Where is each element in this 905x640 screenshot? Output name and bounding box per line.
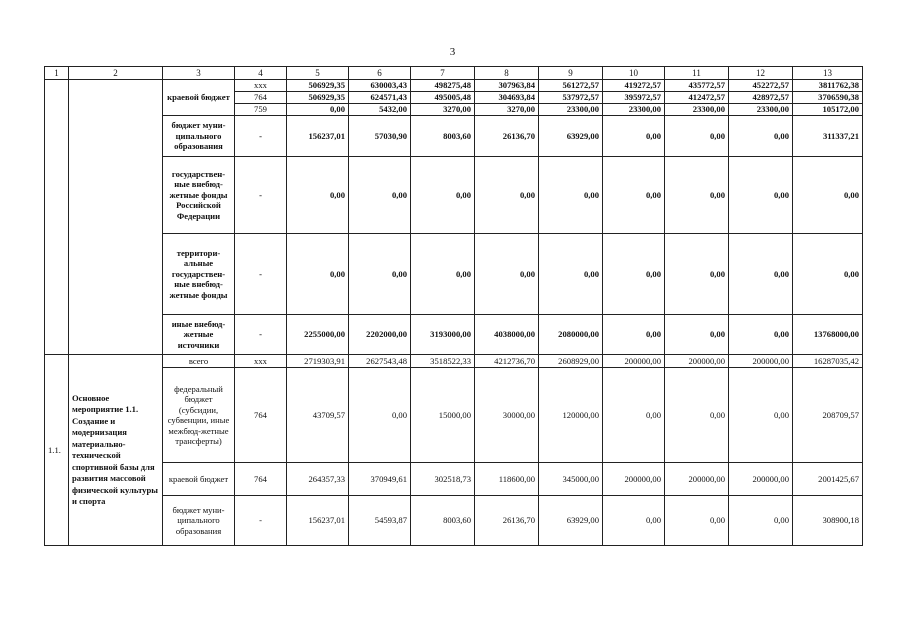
table-row xyxy=(45,234,863,315)
value-cell: 63929,00 xyxy=(539,116,603,157)
value-cell: 0,00 xyxy=(793,234,863,315)
column-header: 12 xyxy=(729,67,793,80)
value-cell: 0,00 xyxy=(411,234,475,315)
code-cell: - xyxy=(235,315,287,355)
value-cell: 452272,57 xyxy=(729,80,793,92)
value-cell: 624571,43 xyxy=(349,92,411,104)
column-header: 11 xyxy=(665,67,729,80)
column-header: 6 xyxy=(349,67,411,80)
code-cell: 764 xyxy=(235,92,287,104)
value-cell: 0,00 xyxy=(665,234,729,315)
table-row xyxy=(45,116,863,157)
empty-cell xyxy=(69,80,163,355)
value-cell: 0,00 xyxy=(287,104,349,116)
value-cell: 0,00 xyxy=(349,368,411,463)
code-cell: - xyxy=(235,157,287,234)
value-cell: 0,00 xyxy=(665,157,729,234)
value-cell: 0,00 xyxy=(729,315,793,355)
value-cell: 0,00 xyxy=(411,157,475,234)
table-row xyxy=(45,157,863,234)
column-header: 13 xyxy=(793,67,863,80)
value-cell: 0,00 xyxy=(349,234,411,315)
value-cell: 54593,87 xyxy=(349,496,411,546)
value-cell: 308900,18 xyxy=(793,496,863,546)
value-cell: 304693,84 xyxy=(475,92,539,104)
value-cell: 0,00 xyxy=(729,368,793,463)
table-row xyxy=(45,368,863,463)
value-cell: 8003,60 xyxy=(411,116,475,157)
value-cell: 2719303,91 xyxy=(287,355,349,368)
value-cell: 200000,00 xyxy=(665,355,729,368)
column-header: 10 xyxy=(603,67,665,80)
value-cell: 0,00 xyxy=(729,116,793,157)
table-row xyxy=(45,80,863,92)
funding-source: государствен-ные внебюд-жетные фонды Российской Федерации xyxy=(163,157,235,234)
value-cell: 3706590,38 xyxy=(793,92,863,104)
value-cell: 23300,00 xyxy=(665,104,729,116)
value-cell: 302518,73 xyxy=(411,463,475,496)
value-cell: 498275,48 xyxy=(411,80,475,92)
code-cell: 759 xyxy=(235,104,287,116)
value-cell: 3193000,00 xyxy=(411,315,475,355)
value-cell: 3270,00 xyxy=(475,104,539,116)
value-cell: 208709,57 xyxy=(793,368,863,463)
value-cell: 200000,00 xyxy=(603,463,665,496)
value-cell: 0,00 xyxy=(539,234,603,315)
value-cell: 200000,00 xyxy=(603,355,665,368)
code-cell: 764 xyxy=(235,463,287,496)
value-cell: 0,00 xyxy=(349,157,411,234)
column-header: 9 xyxy=(539,67,603,80)
value-cell: 0,00 xyxy=(729,157,793,234)
value-cell: 2608929,00 xyxy=(539,355,603,368)
value-cell: 307963,84 xyxy=(475,80,539,92)
value-cell: 311337,21 xyxy=(793,116,863,157)
value-cell: 0,00 xyxy=(603,368,665,463)
value-cell: 57030,90 xyxy=(349,116,411,157)
header-row xyxy=(45,67,863,80)
value-cell: 0,00 xyxy=(475,157,539,234)
value-cell: 23300,00 xyxy=(539,104,603,116)
empty-cell xyxy=(45,80,69,355)
value-cell: 0,00 xyxy=(603,496,665,546)
value-cell: 0,00 xyxy=(665,315,729,355)
value-cell: 495005,48 xyxy=(411,92,475,104)
value-cell: 3811762,38 xyxy=(793,80,863,92)
value-cell: 537972,57 xyxy=(539,92,603,104)
funding-source: краевой бюджет xyxy=(163,463,235,496)
value-cell: 105172,00 xyxy=(793,104,863,116)
value-cell: 23300,00 xyxy=(603,104,665,116)
value-cell: 0,00 xyxy=(287,157,349,234)
column-header: 4 xyxy=(235,67,287,80)
value-cell: 5432,00 xyxy=(349,104,411,116)
value-cell: 0,00 xyxy=(603,116,665,157)
column-header: 8 xyxy=(475,67,539,80)
value-cell: 630003,43 xyxy=(349,80,411,92)
funding-source: всего xyxy=(163,355,235,368)
table-row xyxy=(45,315,863,355)
value-cell: 0,00 xyxy=(287,234,349,315)
column-header: 3 xyxy=(163,67,235,80)
column-header: 7 xyxy=(411,67,475,80)
value-cell: 428972,57 xyxy=(729,92,793,104)
budget-table xyxy=(44,66,863,546)
funding-source: федеральный бюджет (субсидии, субвенции, иные межбюд-жетные трансферты) xyxy=(163,368,235,463)
value-cell: 15000,00 xyxy=(411,368,475,463)
value-cell: 370949,61 xyxy=(349,463,411,496)
code-cell: - xyxy=(235,496,287,546)
value-cell: 156237,01 xyxy=(287,116,349,157)
value-cell: 0,00 xyxy=(665,496,729,546)
value-cell: 2001425,67 xyxy=(793,463,863,496)
value-cell: 13768000,00 xyxy=(793,315,863,355)
value-cell: 506929,35 xyxy=(287,80,349,92)
code-cell: - xyxy=(235,116,287,157)
code-cell: xxx xyxy=(235,355,287,368)
value-cell: 3270,00 xyxy=(411,104,475,116)
value-cell: 0,00 xyxy=(475,234,539,315)
value-cell: 0,00 xyxy=(665,368,729,463)
column-header: 5 xyxy=(287,67,349,80)
value-cell: 0,00 xyxy=(539,157,603,234)
column-header: 2 xyxy=(69,67,163,80)
value-cell: 26136,70 xyxy=(475,496,539,546)
value-cell: 2202000,00 xyxy=(349,315,411,355)
value-cell: 156237,01 xyxy=(287,496,349,546)
value-cell: 2627543,48 xyxy=(349,355,411,368)
code-cell: - xyxy=(235,234,287,315)
funding-source: краевой бюджет xyxy=(163,80,235,116)
value-cell: 8003,60 xyxy=(411,496,475,546)
value-cell: 3518522,33 xyxy=(411,355,475,368)
funding-source: территори-альные государствен-ные внебюд-жетные фонды xyxy=(163,234,235,315)
value-cell: 43709,57 xyxy=(287,368,349,463)
table-row xyxy=(45,496,863,546)
code-cell: 764 xyxy=(235,368,287,463)
event-number: 1.1. xyxy=(45,355,69,546)
value-cell: 23300,00 xyxy=(729,104,793,116)
table-row xyxy=(45,463,863,496)
value-cell: 0,00 xyxy=(729,234,793,315)
value-cell: 2255000,00 xyxy=(287,315,349,355)
value-cell: 30000,00 xyxy=(475,368,539,463)
funding-source: бюджет муни-ципального образования xyxy=(163,116,235,157)
value-cell: 0,00 xyxy=(665,116,729,157)
value-cell: 412472,57 xyxy=(665,92,729,104)
table-row xyxy=(45,355,863,368)
value-cell: 200000,00 xyxy=(665,463,729,496)
value-cell: 0,00 xyxy=(603,157,665,234)
funding-source: иные внебюд-жетные источники xyxy=(163,315,235,355)
value-cell: 395972,57 xyxy=(603,92,665,104)
code-cell: xxx xyxy=(235,80,287,92)
value-cell: 0,00 xyxy=(603,234,665,315)
value-cell: 2080000,00 xyxy=(539,315,603,355)
value-cell: 200000,00 xyxy=(729,463,793,496)
event-name: Основное мероприятие 1.1. Создание и модернизация материально-технической спортивной базы для развития массовой физической культуры и спорта xyxy=(69,355,163,546)
page-number: 3 xyxy=(449,46,456,58)
value-cell: 0,00 xyxy=(603,315,665,355)
value-cell: 0,00 xyxy=(729,496,793,546)
column-header: 1 xyxy=(45,67,69,80)
value-cell: 435772,57 xyxy=(665,80,729,92)
value-cell: 200000,00 xyxy=(729,355,793,368)
value-cell: 0,00 xyxy=(793,157,863,234)
value-cell: 506929,35 xyxy=(287,92,349,104)
value-cell: 16287035,42 xyxy=(793,355,863,368)
value-cell: 26136,70 xyxy=(475,116,539,157)
value-cell: 4212736,70 xyxy=(475,355,539,368)
value-cell: 120000,00 xyxy=(539,368,603,463)
value-cell: 63929,00 xyxy=(539,496,603,546)
funding-source: бюджет муни-ципального образования xyxy=(163,496,235,546)
value-cell: 561272,57 xyxy=(539,80,603,92)
value-cell: 345000,00 xyxy=(539,463,603,496)
value-cell: 264357,33 xyxy=(287,463,349,496)
value-cell: 118600,00 xyxy=(475,463,539,496)
value-cell: 419272,57 xyxy=(603,80,665,92)
value-cell: 4038000,00 xyxy=(475,315,539,355)
